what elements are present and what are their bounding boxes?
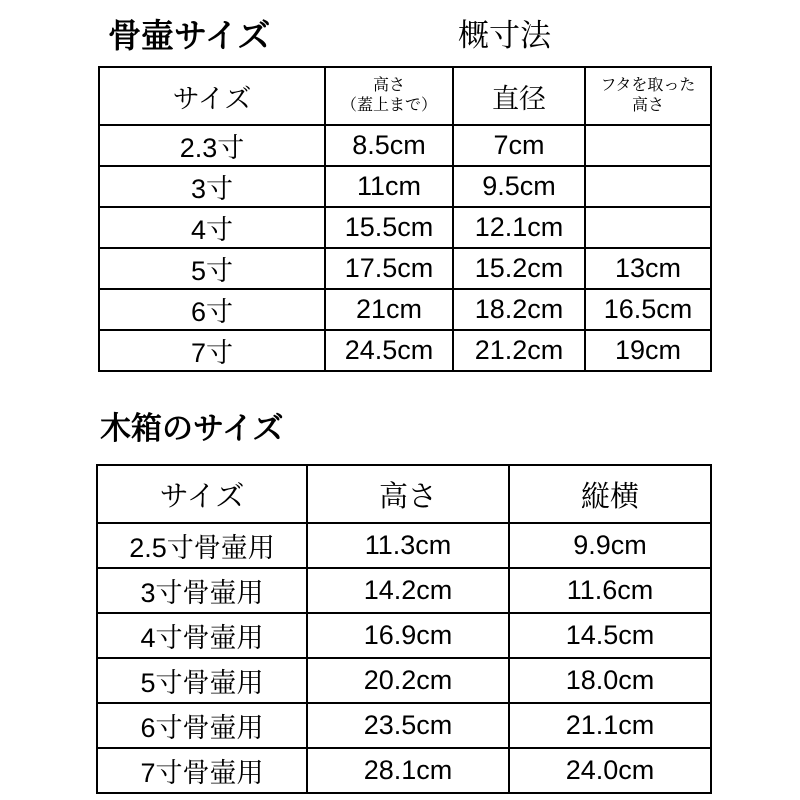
table-row <box>99 125 711 166</box>
box-cell-size: 4寸骨壷用 <box>97 613 307 658</box>
box-cell-width-depth: 9.9cm <box>509 523 711 568</box>
urn-header-height <box>325 67 453 125</box>
box-cell-size: 7寸骨壷用 <box>97 748 307 793</box>
box-cell-size: 6寸骨壷用 <box>97 703 307 748</box>
urn-section-subtitle: 概寸法 <box>458 18 551 53</box>
urn-cell-size: 4寸 <box>99 207 325 248</box>
table-row <box>97 658 711 703</box>
table-row <box>99 207 711 248</box>
box-cell-height: 14.2cm <box>307 568 509 613</box>
urn-section-title: 骨壷サイズ <box>108 17 271 54</box>
table-row <box>97 748 711 793</box>
urn-cell-height-no-lid <box>585 207 711 248</box>
urn-cell-height-no-lid <box>585 125 711 166</box>
box-cell-width-depth: 14.5cm <box>509 613 711 658</box>
urn-cell-diameter: 15.2cm <box>453 248 585 289</box>
box-cell-height: 28.1cm <box>307 748 509 793</box>
urn-cell-diameter: 18.2cm <box>453 289 585 330</box>
table-row <box>99 166 711 207</box>
urn-cell-height: 11cm <box>325 166 453 207</box>
table-row <box>97 613 711 658</box>
table-row <box>97 523 711 568</box>
table-row <box>99 330 711 371</box>
box-header-width-depth: 縦横 <box>509 465 711 523</box>
box-cell-height: 20.2cm <box>307 658 509 703</box>
box-cell-width-depth: 18.0cm <box>509 658 711 703</box>
urn-cell-height-no-lid: 16.5cm <box>585 289 711 330</box>
box-cell-width-depth: 24.0cm <box>509 748 711 793</box>
table-row <box>99 289 711 330</box>
urn-cell-size: 7寸 <box>99 330 325 371</box>
box-cell-width-depth: 21.1cm <box>509 703 711 748</box>
urn-cell-height: 17.5cm <box>325 248 453 289</box>
urn-header-height-line1: 高さ <box>372 77 405 94</box>
urn-header-nolid-line2: 高さ <box>631 97 664 114</box>
table-header-row <box>97 465 711 523</box>
urn-cell-diameter: 12.1cm <box>453 207 585 248</box>
urn-cell-size: 6寸 <box>99 289 325 330</box>
urn-cell-height: 24.5cm <box>325 330 453 371</box>
table-row <box>97 568 711 613</box>
urn-cell-height: 15.5cm <box>325 207 453 248</box>
box-header-size: サイズ <box>97 465 307 523</box>
urn-cell-height: 21cm <box>325 289 453 330</box>
box-cell-height: 23.5cm <box>307 703 509 748</box>
box-cell-height: 16.9cm <box>307 613 509 658</box>
box-cell-size: 2.5寸骨壷用 <box>97 523 307 568</box>
urn-header-height-no-lid <box>585 67 711 125</box>
urn-header-size: サイズ <box>99 67 325 125</box>
box-header-height: 高さ <box>307 465 509 523</box>
urn-cell-size: 5寸 <box>99 248 325 289</box>
urn-cell-diameter: 7cm <box>453 125 585 166</box>
urn-header-height-line2: （蓋上まで） <box>340 97 437 114</box>
box-section-title: 木箱のサイズ <box>100 411 284 446</box>
urn-cell-height-no-lid: 19cm <box>585 330 711 371</box>
urn-cell-height: 8.5cm <box>325 125 453 166</box>
urn-cell-diameter: 21.2cm <box>453 330 585 371</box>
table-row <box>97 703 711 748</box>
box-cell-size: 3寸骨壷用 <box>97 568 307 613</box>
table-header-row <box>99 67 711 125</box>
urn-cell-height-no-lid: 13cm <box>585 248 711 289</box>
urn-cell-size: 3寸 <box>99 166 325 207</box>
box-cell-width-depth: 11.6cm <box>509 568 711 613</box>
urn-size-table <box>98 66 712 372</box>
urn-heading-row <box>0 14 800 58</box>
urn-cell-size: 2.3寸 <box>99 125 325 166</box>
table-row <box>99 248 711 289</box>
urn-header-nolid-line1: フタを取った <box>600 77 696 94</box>
wooden-box-size-table <box>96 464 712 794</box>
urn-cell-height-no-lid <box>585 166 711 207</box>
box-cell-height: 11.3cm <box>307 523 509 568</box>
box-cell-size: 5寸骨壷用 <box>97 658 307 703</box>
urn-cell-diameter: 9.5cm <box>453 166 585 207</box>
urn-header-diameter: 直径 <box>453 67 585 125</box>
